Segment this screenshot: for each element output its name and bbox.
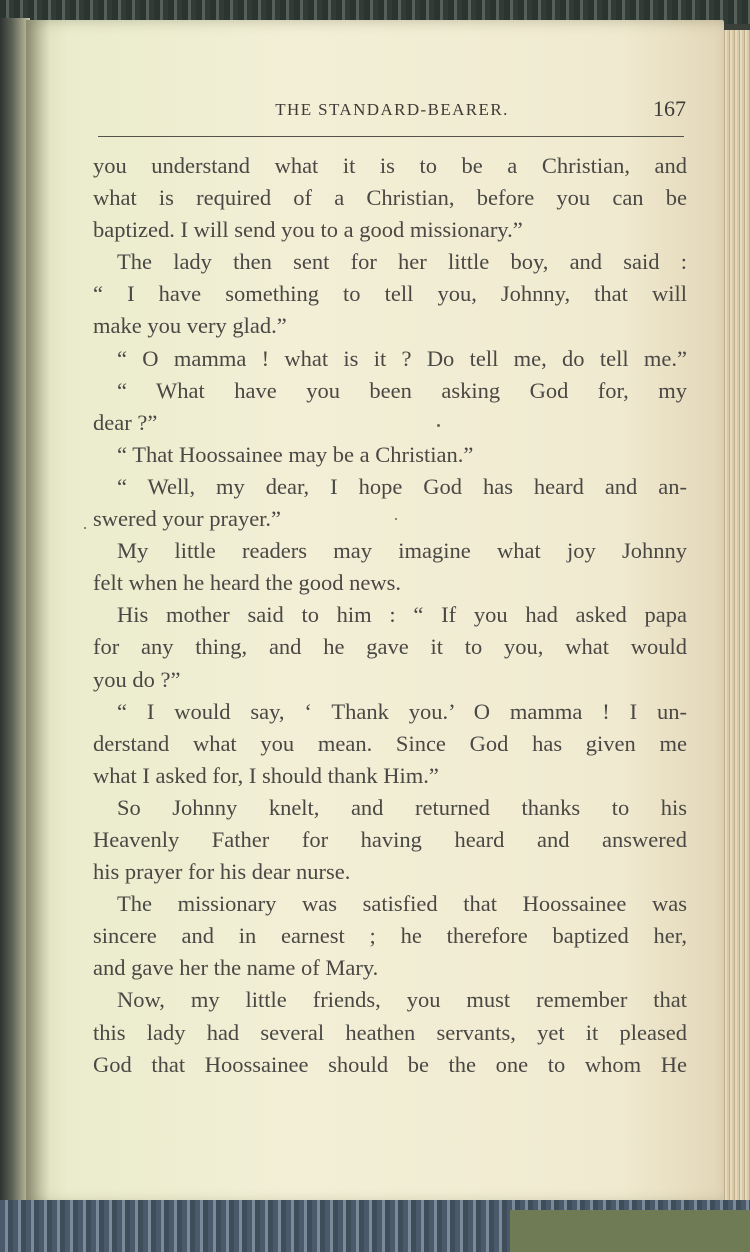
text-line: God that Hoossainee should be the one to whom He bbox=[93, 1051, 687, 1077]
text-line: So Johnny knelt, and returned thanks to his bbox=[117, 794, 687, 820]
running-title: THE STANDARD-BEARER. bbox=[275, 100, 509, 119]
text-line: baptized. I will send you to a good missionary.” bbox=[93, 217, 523, 243]
text-line: for any thing, and he gave it to you, what would bbox=[93, 634, 687, 660]
text-line: and gave her the name of Mary. bbox=[93, 955, 379, 981]
page-header bbox=[98, 92, 686, 132]
book-binding-bottom bbox=[0, 1200, 750, 1252]
text-line: The lady then sent for her little boy, and said : bbox=[117, 249, 687, 275]
text-line: “ Well, my dear, I hope God has heard and an- bbox=[117, 473, 687, 499]
body-text bbox=[93, 150, 687, 1081]
text-line: “ I would say, ‘ Thank you.’ O mamma ! I un- bbox=[117, 698, 687, 724]
text-line: His mother said to him : “ If you had asked papa bbox=[117, 602, 687, 628]
text-line: sincere and in earnest ; he therefore baptized her, bbox=[93, 923, 687, 949]
text-line: his prayer for his dear nurse. bbox=[93, 859, 351, 885]
page-number: 167 bbox=[653, 96, 686, 121]
text-line: this lady had several heathen servants, yet it pleased bbox=[93, 1019, 687, 1045]
text-line: swered your prayer.” bbox=[93, 506, 282, 532]
text-line: what is required of a Christian, before you can be bbox=[93, 185, 687, 211]
print-speck bbox=[84, 527, 86, 529]
print-speck bbox=[395, 518, 397, 520]
text-line: “ O mamma ! what is it ? Do tell me, do tell me.” bbox=[117, 345, 687, 371]
text-line: you understand what it is to be a Christian, and bbox=[93, 153, 687, 178]
text-line: “ I have something to tell you, Johnny, that will bbox=[93, 281, 687, 307]
text-line: make you very glad.” bbox=[93, 313, 287, 339]
text-line: what I asked for, I should thank Him.” bbox=[93, 762, 439, 788]
text-line: dear ?” bbox=[93, 409, 158, 435]
text-line: “ What have you been asking God for, my bbox=[117, 377, 687, 403]
text-line: The missionary was satisfied that Hoossainee was bbox=[117, 891, 687, 917]
page-stack-edge bbox=[722, 30, 750, 1210]
text-line: derstand what you mean. Since God has given me bbox=[93, 730, 687, 756]
text-line: My little readers may imagine what joy Johnny bbox=[117, 538, 687, 564]
text-line: felt when he heard the good news. bbox=[93, 570, 402, 596]
gutter-shadow bbox=[26, 20, 50, 1204]
text-line: you do ?” bbox=[93, 666, 181, 692]
print-speck bbox=[437, 424, 440, 427]
text-line: Heavenly Father for having heard and answered bbox=[93, 826, 687, 852]
text-line: Now, my little friends, you must remember that bbox=[117, 987, 687, 1013]
text-line: “ That Hoossainee may be a Christian.” bbox=[117, 441, 474, 467]
header-rule bbox=[98, 136, 684, 137]
